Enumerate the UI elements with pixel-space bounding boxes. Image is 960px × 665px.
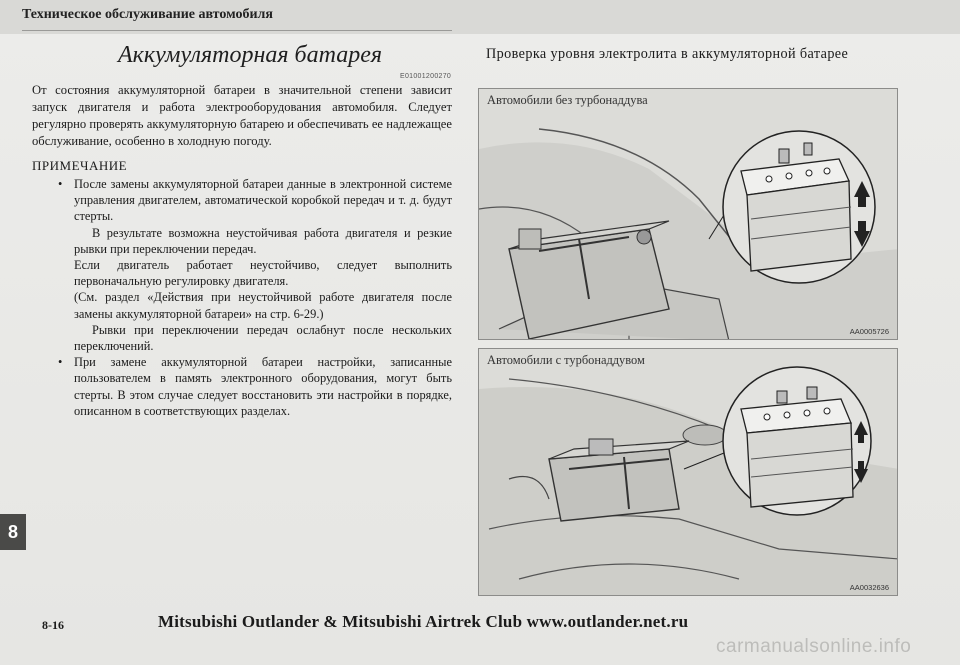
chapter-tab: 8 bbox=[0, 514, 26, 550]
note-item-2-text: При замене аккумуляторной батареи настройки, записанные пользователем в память электронного оборудования, могут быть стерты. В этом случае следует восстановить эти настройки в порядке, описанном в соответствующих разделах. bbox=[74, 355, 452, 418]
intro-paragraph: От состояния аккумуляторной батареи в значительной степени зависит запуск двигателя и работа электрооборудования автомобиля. Следует регулярно проверять аккумуляторную батарею и обеспечивать ее надлежащее обслуживание, особенно в холодную погоду. bbox=[32, 83, 452, 148]
figure-non-turbo-label: Автомобили без турбонаддува bbox=[487, 93, 648, 107]
note-item-1-text: После замены аккумуляторной батареи данные в электронной системе управления двигателем, автоматической коробкой передач и т. д. будут стерты. bbox=[74, 177, 452, 224]
bullet-icon: • bbox=[58, 355, 63, 370]
page-number: 8-16 bbox=[42, 618, 64, 632]
section-title: Аккумуляторная батарея bbox=[118, 42, 383, 68]
note-body bbox=[56, 176, 452, 419]
header-rule bbox=[22, 30, 452, 31]
figure-turbo-code: AA0032636 bbox=[849, 583, 889, 592]
note-heading: ПРИМЕЧАНИЕ bbox=[32, 158, 128, 173]
note-item-1 bbox=[56, 176, 452, 225]
battery-illustration-turbo bbox=[479, 349, 898, 596]
note-item-1-shift: Рывки при переключении передач ослабнут после нескольких переключений. bbox=[74, 322, 452, 354]
note-item-1-reference: (См. раздел «Действия при неустойчивой работе двигателя после замены аккумуляторной батареи» на стр. 6-29.) bbox=[74, 290, 452, 321]
note-item-1-action: Если двигатель работает неустойчиво, следует выполнить первоначальную регулировку двигателя. bbox=[74, 258, 452, 289]
battery-illustration-non-turbo bbox=[479, 89, 898, 340]
bullet-icon: • bbox=[58, 177, 63, 191]
figure-turbo-label: Автомобили с турбонаддувом bbox=[487, 353, 645, 367]
note-item-2 bbox=[56, 354, 452, 419]
note-item-1-result: В результате возможна неустойчивая работа двигателя и резкие рывки при переключении передач. bbox=[74, 225, 452, 256]
header-title: Техническое обслуживание автомобиля bbox=[22, 7, 273, 22]
footer-club-link[interactable]: Mitsubishi Outlander & Mitsubishi Airtrek Club www.outlander.net.ru bbox=[158, 612, 689, 631]
figure-turbo bbox=[478, 348, 898, 596]
figure-non-turbo bbox=[478, 88, 898, 340]
section-code: E01001200270 bbox=[400, 73, 452, 80]
watermark: carmanualsonline.info bbox=[716, 636, 912, 657]
electrolyte-check-heading: Проверка уровня электролита в аккумуляторной батарее bbox=[486, 46, 849, 62]
figure-non-turbo-code: AA0005726 bbox=[849, 327, 889, 336]
